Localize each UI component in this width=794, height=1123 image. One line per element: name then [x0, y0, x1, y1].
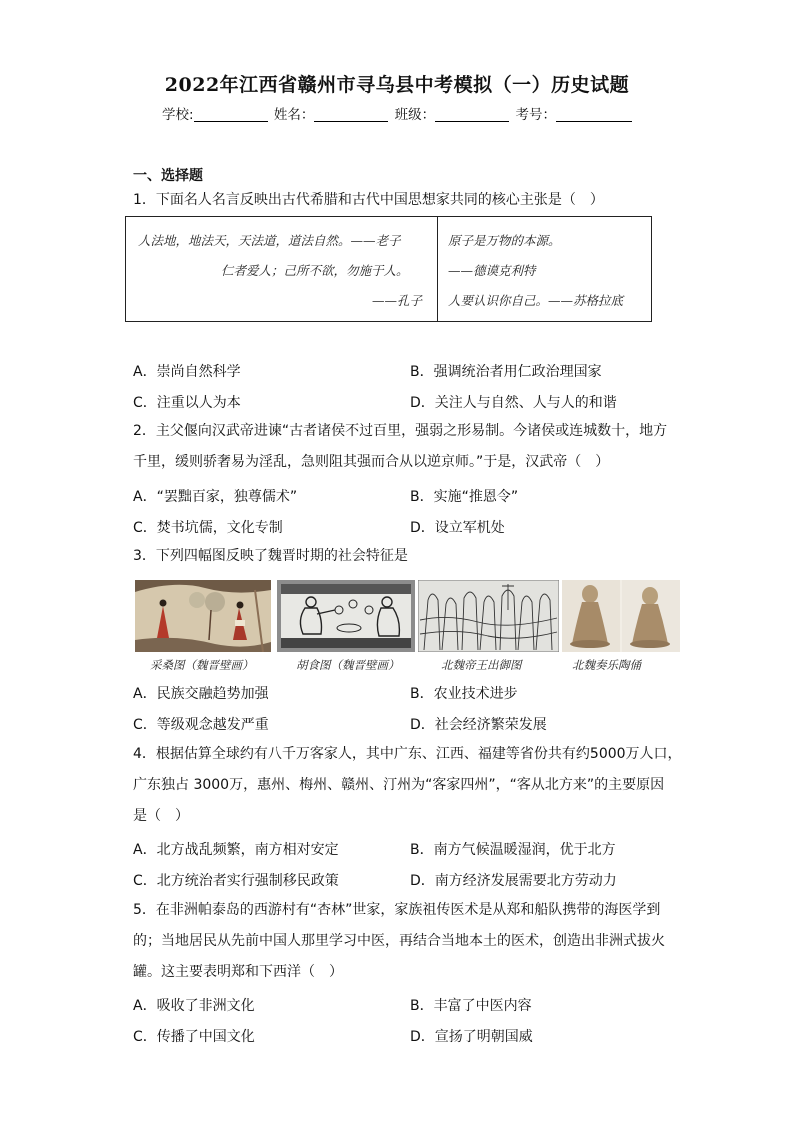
- caption-procession: 北魏帝王出御图: [441, 658, 522, 672]
- q4-option-a[interactable]: A．北方战乱频繁，南方相对安定: [133, 842, 339, 858]
- q5-option-d[interactable]: D．宣扬了明朝国威: [410, 1029, 533, 1045]
- quote-kongzi-attribution: ——孔子: [372, 293, 423, 308]
- caption-hu-food: 胡食图（魏晋壁画）: [296, 658, 400, 672]
- q1-option-d[interactable]: D．关注人与自然、人与人的和谐: [410, 395, 617, 411]
- name-label: 姓名：: [273, 107, 315, 123]
- musician-figurines-image: [562, 580, 680, 652]
- q5-option-a[interactable]: A．吸收了非洲文化: [133, 998, 255, 1014]
- q2-stem-line2: 千里，缓则骄奢易为淫乱，急则阻其强而合从以逆京师。”于是，汉武帝（ ）: [133, 454, 610, 470]
- quote-democritus-attribution: ——德谟克利特: [448, 263, 536, 278]
- q5-stem-line2: 的；当地居民从先前中国人那里学习中医，再结合当地本土的医术，创造出非洲式拔火: [133, 933, 665, 949]
- student-info-row: [162, 103, 634, 123]
- exam-title: 2022年江西省赣州市寻乌县中考模拟（一）历史试题: [164, 74, 630, 96]
- quote-socrates: 人要认识你自己。——苏格拉底: [448, 293, 624, 308]
- q2-stem-line1: 2．主父偃向汉武帝进谏“古者诸侯不过百里，强弱之形易制。今诸侯或连城数十，地方: [133, 423, 668, 439]
- q2-option-a[interactable]: A．“罢黜百家，独尊儒术”: [133, 489, 298, 505]
- q5-stem-line1: 5．在非洲帕泰岛的西游村有“杏林”世家，家族祖传医术是从郑和船队携带的海医学到: [133, 902, 661, 918]
- q3-stem: 3．下列四幅图反映了魏晋时期的社会特征是: [133, 548, 408, 564]
- q4-stem-line1: 4．根据估算全球约有八千万客家人，其中广东、江西、福建等省份共有约5000万人口，: [133, 746, 682, 762]
- q4-option-d[interactable]: D．南方经济发展需要北方劳动力: [410, 873, 617, 889]
- q3-option-d[interactable]: D．社会经济繁荣发展: [410, 717, 547, 733]
- class-field[interactable]: [435, 107, 509, 122]
- quote-kongzi: 仁者爱人；己所不欲，勿施于人。: [221, 263, 409, 278]
- q2-option-d[interactable]: D．设立军机处: [410, 520, 505, 536]
- section-heading: 一、选择题: [133, 168, 203, 184]
- emperor-procession-image: [418, 580, 559, 652]
- q3-option-a[interactable]: A．民族交融趋势加强: [133, 686, 269, 702]
- school-label: 学校:: [162, 107, 194, 123]
- q1-quote-table: [125, 216, 652, 322]
- hu-food-mural-image: [277, 580, 415, 652]
- q5-option-c[interactable]: C．传播了中国文化: [133, 1029, 255, 1045]
- q4-option-c[interactable]: C．北方统治者实行强制移民政策: [133, 873, 339, 889]
- exam-number-field[interactable]: [556, 107, 632, 122]
- q4-stem-line3: 是（ ）: [133, 808, 189, 824]
- class-label: 班级：: [394, 107, 436, 123]
- q2-option-b[interactable]: B．实施“推恩令”: [410, 489, 519, 505]
- q4-option-b[interactable]: B．南方气候温暖湿润，优于北方: [410, 842, 616, 858]
- quote-divider: [437, 217, 438, 321]
- name-field[interactable]: [314, 107, 388, 122]
- mulberry-mural-image: [135, 580, 271, 652]
- q5-stem-line3: 罐。这主要表明郑和下西洋（ ）: [133, 964, 343, 980]
- q1-option-c[interactable]: C．注重以人为本: [133, 395, 241, 411]
- exam-number-label: 考号：: [515, 107, 556, 123]
- quote-laozi: 人法地，地法天，天法道，道法自然。——老子: [138, 233, 401, 248]
- q5-option-b[interactable]: B．丰富了中医内容: [410, 998, 532, 1014]
- caption-figurines: 北魏奏乐陶俑: [572, 658, 641, 672]
- q4-stem-line2: 广东独占 3000万，惠州、梅州、赣州、汀州为“客家四州”，“客从北方来”的主要原因: [133, 777, 665, 793]
- q3-option-b[interactable]: B．农业技术进步: [410, 686, 518, 702]
- q1-option-a[interactable]: A．崇尚自然科学: [133, 364, 241, 380]
- q3-option-c[interactable]: C．等级观念越发严重: [133, 717, 269, 733]
- q1-stem: 1．下面名人名言反映出古代希腊和古代中国思想家共同的核心主张是（ ）: [133, 192, 604, 208]
- school-field[interactable]: [194, 107, 268, 122]
- q2-option-c[interactable]: C．焚书坑儒，文化专制: [133, 520, 283, 536]
- q1-option-b[interactable]: B．强调统治者用仁政治理国家: [410, 364, 602, 380]
- quote-democritus: 原子是万物的本源。: [448, 233, 561, 248]
- caption-mulberry: 采桑图（魏晋壁画）: [150, 658, 254, 672]
